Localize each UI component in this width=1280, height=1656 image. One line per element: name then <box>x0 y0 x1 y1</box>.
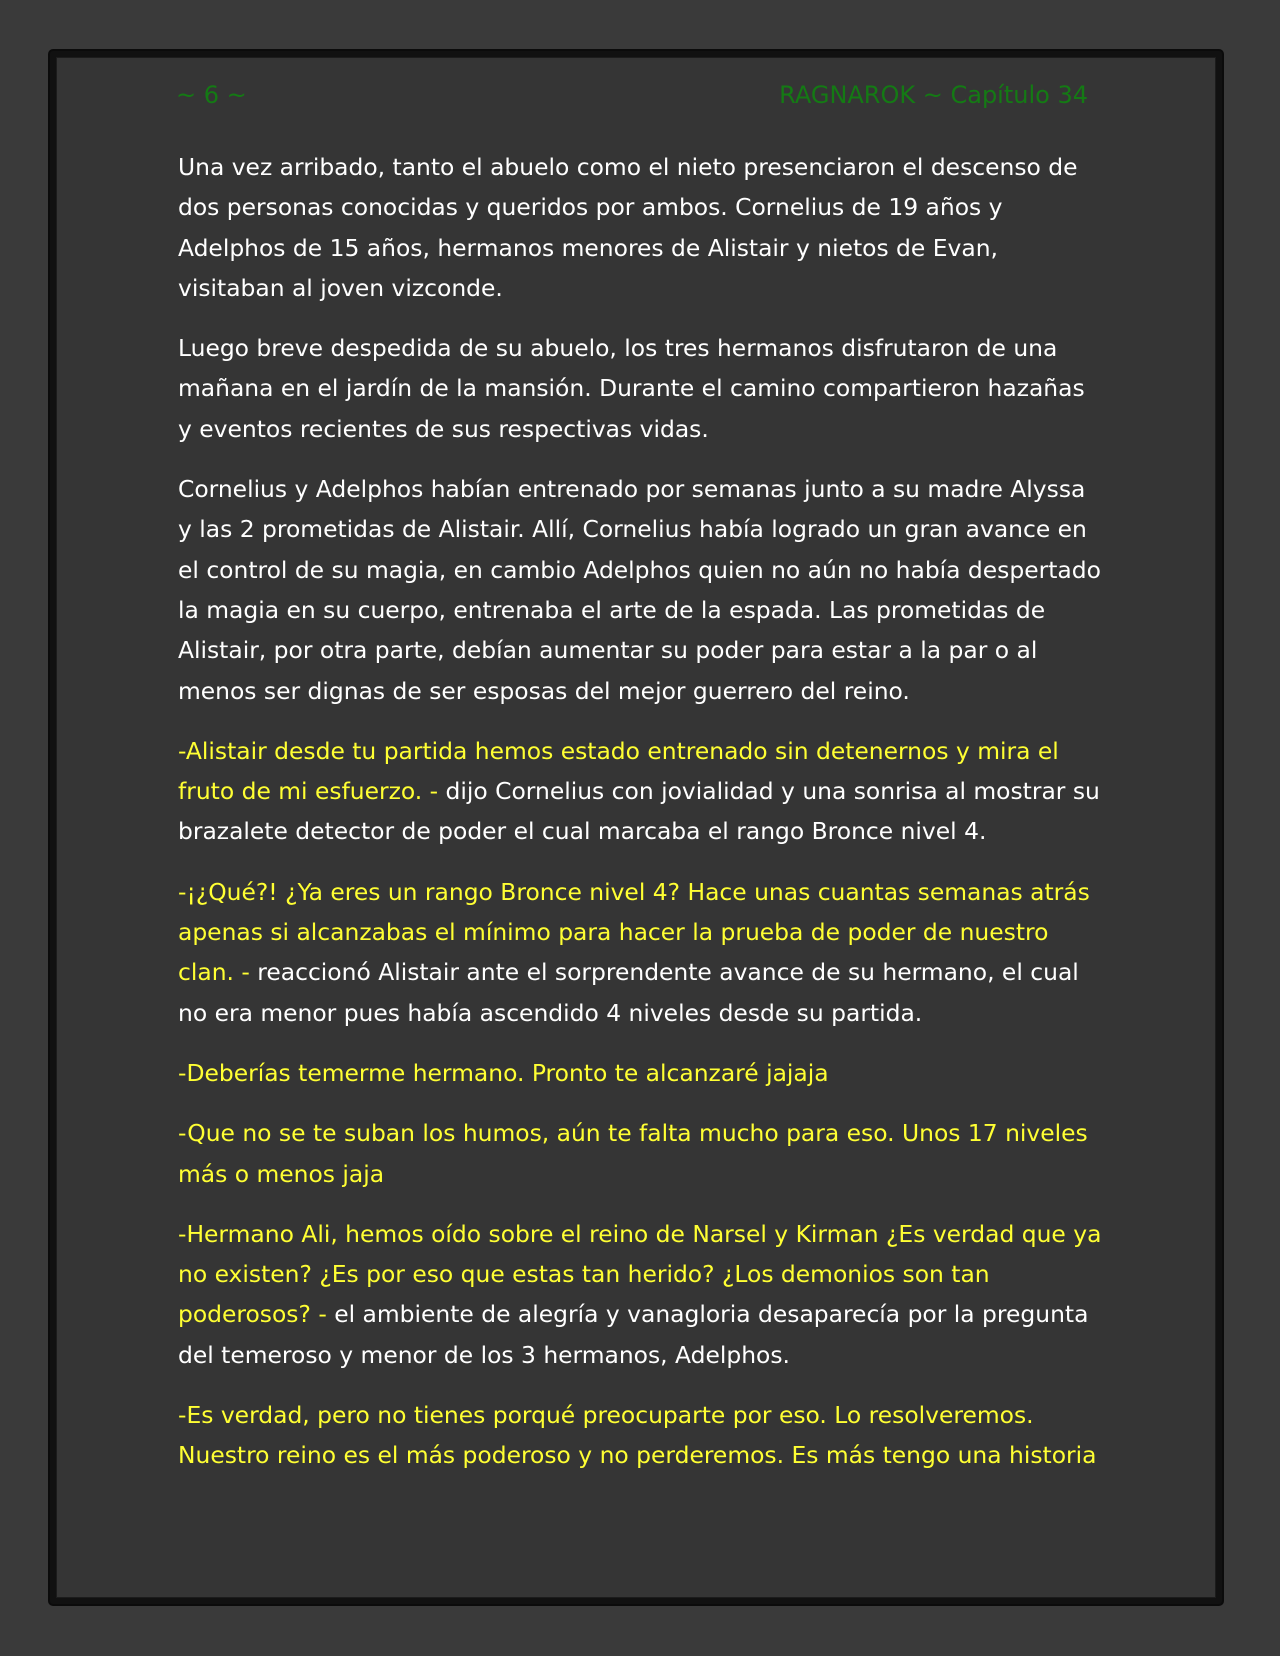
paragraph <box>178 1395 1103 1476</box>
narration-text: Cornelius y Adelphos habían entrenado por semanas junto a su madre Alyssa y las 2 prometidas de Alistair. Allí, Cornelius había logrado un gran avance en el control de su magia, en cambio Adelphos quien no aún no había despertado la magia en su cuerpo, entrenaba el arte de la espada. Las prometidas de Alistair, por otra parte, debían aumentar su poder para estar a la par o al menos ser dignas de ser esposas del mejor guerrero del reino. <box>178 475 1101 705</box>
running-title: RAGNAROK ~ Capítulo 34 <box>779 81 1088 109</box>
paragraph <box>178 469 1103 711</box>
dialogue-text: -Es verdad, pero no tienes porqué preocuparte por eso. Lo resolveremos. Nuestro reino es el más poderoso y no perderemos. Es más tengo una historia <box>178 1401 1097 1470</box>
paragraph <box>178 147 1103 308</box>
paragraph <box>178 872 1103 1033</box>
paragraph <box>178 1053 1103 1093</box>
dialogue-text: -¡¿Qué?! ¿Ya eres un rango Bronce nivel 4? Hace unas cuantas semanas atrás apenas si alcanzabas el mínimo para hacer la prueba de poder de nuestro clan. - <box>178 877 1090 987</box>
dialogue-text: -Hermano Ali, hemos oído sobre el reino de Narsel y Kirman ¿Es verdad que ya no existen? ¿Es por eso que estas tan herido? ¿Los demonios son tan poderosos? - <box>178 1219 1102 1329</box>
dialogue-text: -Que no se te suban los humos, aún te falta mucho para eso. Unos 17 niveles más o menos jaja <box>178 1119 1088 1188</box>
narration-text: Luego breve despedida de su abuelo, los tres hermanos disfrutaron de una mañana en el jardín de la mansión. Durante el camino compartieron hazañas y eventos recientes de sus respectivas vidas. <box>178 334 1085 443</box>
paragraph <box>178 328 1103 449</box>
page-header <box>176 78 1088 112</box>
paragraph <box>178 731 1103 852</box>
dialogue-text: -Deberías temerme hermano. Pronto te alcanzaré jajaja <box>178 1058 829 1087</box>
narration-text: Una vez arribado, tanto el abuelo como el nieto presenciaron el descenso de dos personas conocidas y queridos por ambos. Cornelius de 19 años y Adelphos de 15 años, hermanos menores de Alistair y nietos de Evan, visitaban al joven vizconde. <box>178 153 1078 302</box>
paragraph <box>178 1214 1103 1375</box>
narration-text: reaccionó Alistair ante el sorprendente avance de su hermano, el cual no era menor pues había ascendido 4 niveles desde su partida. <box>178 958 1079 1027</box>
chapter-text <box>178 147 1103 1496</box>
narration-text: dijo Cornelius con jovialidad y una sonrisa al mostrar su brazalete detector de poder el cual marcaba el rango Bronce nivel 4. <box>178 777 1100 846</box>
page-number: ~ 6 ~ <box>176 81 247 109</box>
dialogue-text: -Alistair desde tu partida hemos estado entrenado sin detenernos y mira el fruto de mi esfuerzo. - <box>178 736 1059 806</box>
paragraph <box>178 1113 1103 1194</box>
narration-text: el ambiente de alegría y vanagloria desaparecía por la pregunta del temeroso y menor de los 3 hermanos, Adelphos. <box>178 1300 1089 1369</box>
